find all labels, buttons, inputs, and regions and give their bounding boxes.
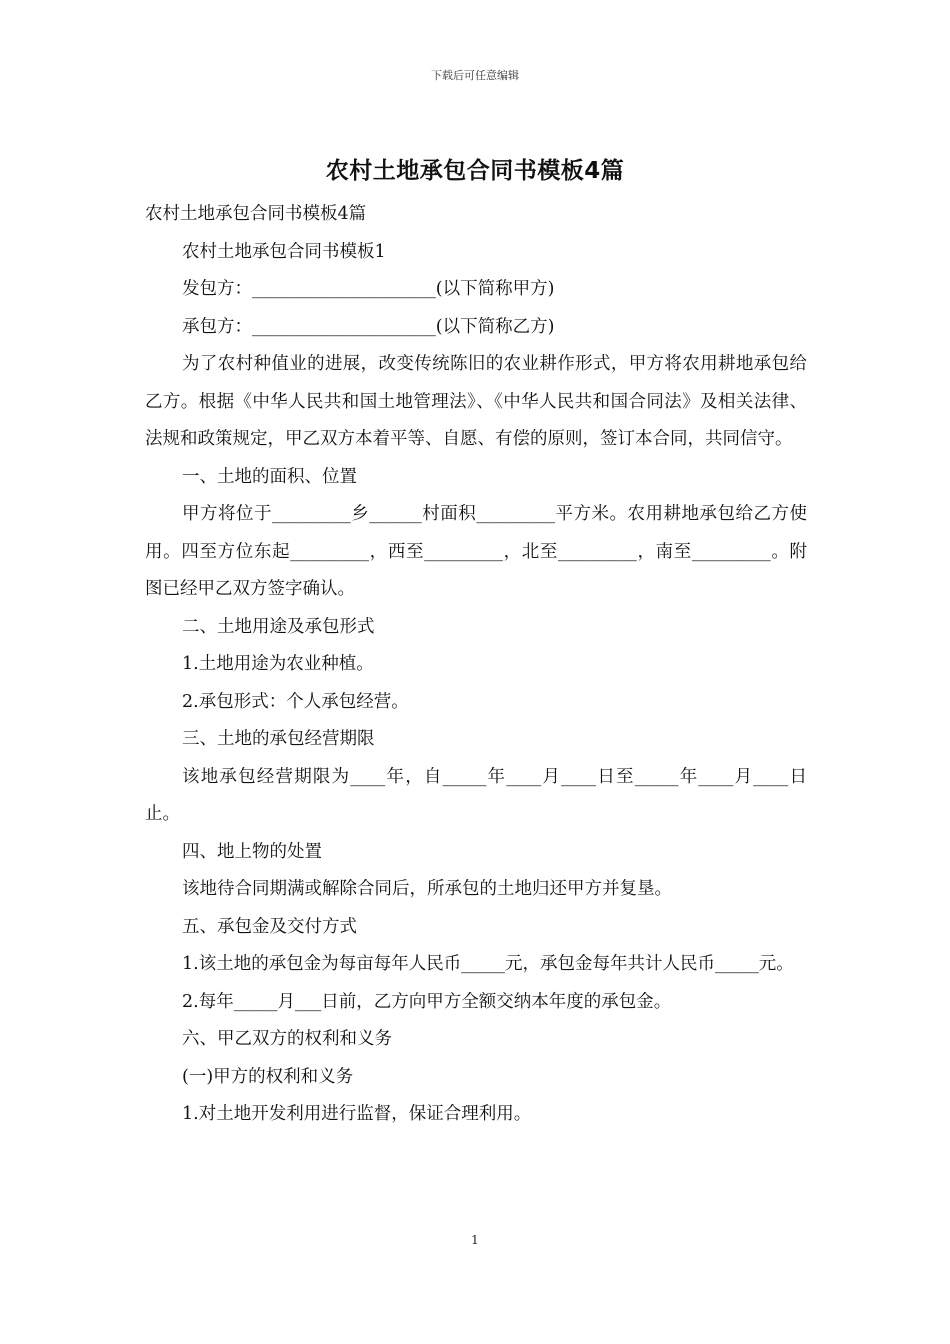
section-heading: 六、甲乙双方的权利和义务 [182, 1029, 392, 1049]
section-heading: 五、承包金及交付方式 [182, 916, 357, 937]
body-paragraph: 该地待合同期满或解除合同后，所承包的土地归还甲方并复垦。 [182, 879, 672, 899]
section-heading: 三、土地的承包经营期限 [182, 729, 375, 749]
document-title: 农村土地承包合同书模板4篇 [325, 158, 625, 184]
list-item: 1.对土地开发利用进行监督，保证合理利用。 [182, 1104, 532, 1124]
subsection-heading: (一)甲方的权利和义务 [182, 1066, 354, 1087]
section-heading: 一、土地的面积、位置 [182, 466, 357, 487]
body-paragraph: 为了农村种值业的进展，改变传统陈旧的农业耕作形式，甲方将农用耕地承包给乙方。根据《中华人民共和国土地管理法》、《中华人民共和国合同法》及相关法律、法规和政策规定，甲乙双方本着平等、自愿、有偿的原则，签订本合同，共同信守。 [145, 354, 807, 449]
page-header-note: 下载后可任意编辑 [431, 69, 519, 82]
list-item: 1.土地用途为农业种植。 [182, 654, 374, 674]
list-item: 2.承包形式：个人承包经营。 [182, 691, 409, 712]
body-paragraph: 农村土地承包合同书模板1 [182, 241, 386, 262]
list-item: 1.该土地的承包金为每亩每年人民币_____元，承包金每年共计人民币_____元。 [182, 954, 794, 974]
body-paragraph: 甲方将位于_________乡______村面积_________平方米。农用耕地承包给乙方使用。四至方位东起_________，西至_________，北至_________，南至_________。附图已经甲乙双方签字确认。 [145, 504, 807, 599]
contract-party-line: 承包方：_____________________(以下简称乙方) [182, 316, 555, 337]
contract-party-line: 发包方：_____________________(以下简称甲方) [182, 279, 555, 299]
section-heading: 四、地上物的处置 [182, 841, 322, 862]
body-paragraph: 农村土地承包合同书模板4篇 [145, 204, 367, 224]
section-heading: 二、土地用途及承包形式 [182, 616, 375, 637]
document-body [145, 196, 807, 1134]
list-item: 2.每年_____月___日前，乙方向甲方全额交纳本年度的承包金。 [182, 991, 672, 1012]
body-paragraph: 该地承包经营期限为____年，自_____年____月____日至_____年____月____日止。 [145, 766, 807, 824]
page-number: 1 [471, 1233, 479, 1247]
